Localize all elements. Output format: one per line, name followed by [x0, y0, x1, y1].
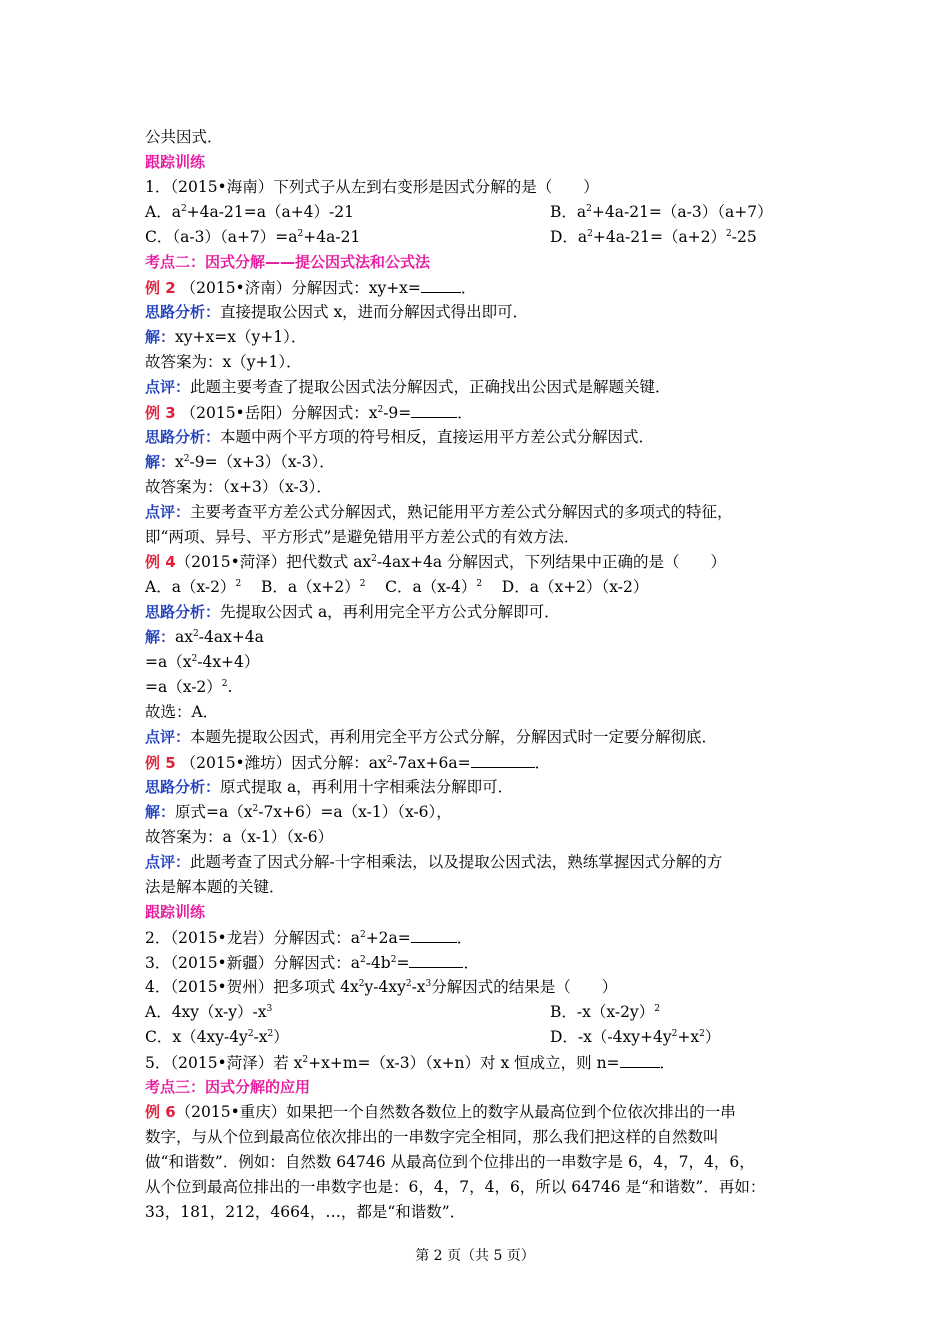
- section-label-practice-2: 跟踪训练: [145, 903, 206, 921]
- section-label-practice: 跟踪训练: [145, 153, 206, 171]
- q5-stem: 5．（2015•菏泽）若 $x^2+x+m=(x-3)(x+n)$对 x 恒成立，则 n= ．: [145, 1051, 675, 1074]
- example-6-line2: 数字，与从个位到最高位依次排出的一串数字完全相同，那么我们把这样的自然数叫: [145, 1128, 719, 1146]
- example-3-analysis: 思路分析：本题中两个平方项的符号相反，直接运用平方差公式分解因式．: [145, 428, 655, 446]
- q3-stem: 3．（2015•新疆）分解因式：$a^2-4b^2=$ ．: [145, 951, 479, 974]
- example-6-stem: 例 6（2015•重庆）如果把一个自然数各数位上的数字从最高位到个位依次排出的一串: [145, 1103, 736, 1121]
- section-heading-kaodian2: 考点二：因式分解——提公因式法和公式法: [145, 253, 431, 271]
- example-5-comment: 点评：此题考查了因式分解-十字相乘法，以及提取公因式法，熟练掌握因式分解的方: [145, 853, 723, 871]
- example-6-line5: 33，181，212，4664，…，都是“和谐数”．: [145, 1203, 466, 1221]
- q1-option-d: D．$a^2+4a-21=(a+2)^2-25$: [550, 228, 757, 246]
- q2-stem: 2．（2015•龙岩）分解因式：$a^2+2a=$ ．: [145, 926, 472, 949]
- example-3-stem: 例 3 （2015•岳阳）分解因式：$x^2-9=$ ．: [145, 401, 473, 424]
- example-5-stem: 例 5 （2015•潍坊）因式分解：$ax^2-7ax+6a=$ ．: [145, 751, 550, 774]
- example-2-stem: 例 2 （2015•济南）分解因式：xy+x= ．: [145, 276, 476, 299]
- example-5-solution: 解：原式$=a(x^2-7x+6)=a(x-1)(x-6)$，: [145, 803, 452, 821]
- q1-option-b: B．$a^2+4a-21=(a-3)(a+7)$: [550, 203, 773, 221]
- q1-option-a: A．$a^2+4a-21=a(a+4)-21$: [145, 203, 355, 221]
- example-2-analysis: 思路分析：直接提取公因式 x，进而分解因式得出即可．: [145, 303, 529, 321]
- q4-option-d: D．$-x(-4xy+4y^2+x^2)$: [550, 1028, 721, 1046]
- example-3-comment: 点评：主要考查平方差公式分解因式，熟记能用平方差公式分解因式的多项式的特征，: [145, 503, 733, 521]
- example-2-solution: 解：xy+x=x（y+1）．: [145, 328, 307, 346]
- example-4-solution-step2: $=a(x^2-4x+4)$: [145, 653, 260, 671]
- example-3-solution: 解：$x^2-9=(x+3)(x-3)$．: [145, 453, 335, 471]
- example-5-comment-cont: 法是解本题的关键．: [145, 878, 285, 896]
- section-heading-kaodian3: 考点三：因式分解的应用: [145, 1078, 311, 1096]
- example-2-comment: 点评：此题主要考查了提取公因式法分解因式，正确找出公因式是解题关键．: [145, 378, 671, 396]
- q4-option-b: B．$-x(x-2y)^2$: [550, 1003, 660, 1021]
- example-4-solution: 解：$ax^2-4ax+4a$: [145, 628, 264, 646]
- q4-stem: 4．（2015•贺州）把多项式 $4x^2y-4xy^2-x^3$分解因式的结果是（ ）: [145, 978, 618, 996]
- example-4-analysis: 思路分析：先提取公因式 a，再利用完全平方公式分解即可．: [145, 603, 560, 621]
- q1-stem: 1．（2015•海南）下列式子从左到右变形是因式分解的是（ ）: [145, 178, 599, 196]
- example-4-options: A．$a(x-2)^2$ B．$a(x+2)^2$ C．$a(x-4)^2$ D．a（x+2）（x-2）: [145, 578, 649, 596]
- example-3-answer: 故答案为：（x+3）（x-3）．: [145, 478, 332, 496]
- example-4-solution-step3: $=a(x-2)^2$.: [145, 678, 233, 696]
- intro-text: 公共因式．: [145, 128, 223, 146]
- example-5-answer: 故答案为：a（x-1）（x-6）: [145, 828, 334, 846]
- example-4-stem: 例 4（2015•菏泽）把代数式 $ax^2-4ax+4a$ 分解因式，下列结果中正确的是（ ）: [145, 553, 727, 571]
- example-6-line3: 做“和谐数”．例如：自然数 64746 从最高位到个位排出的一串数字是 6，4，7，4，6，: [145, 1153, 755, 1171]
- example-4-comment: 点评：本题先提取公因式，再利用完全平方公式分解，分解因式时一定要分解彻底．: [145, 728, 718, 746]
- page-footer: 第 2 页（共 5 页）: [415, 1248, 535, 1264]
- example-5-analysis: 思路分析：原式提取 a，再利用十字相乘法分解即可．: [145, 778, 514, 796]
- example-2-answer: 故答案为：x（y+1）．: [145, 353, 302, 371]
- q4-option-a: A．$4xy(x-y)-x^3$: [145, 1003, 273, 1021]
- example-3-comment-cont: 即“两项、异号、平方形式”是避免错用平方差公式的有效方法．: [145, 528, 580, 546]
- q4-option-c: C．$x(4xy-4y^2-x^2)$: [145, 1028, 289, 1046]
- q1-option-c: C．$(a-3)(a+7)=a^2+4a-21$: [145, 228, 361, 246]
- example-4-answer: 故选：A．: [145, 703, 219, 721]
- example-6-line4: 从个位到最高位排出的一串数字也是：6，4，7，4，6，所以 64746 是“和谐数”．再如：: [145, 1178, 766, 1196]
